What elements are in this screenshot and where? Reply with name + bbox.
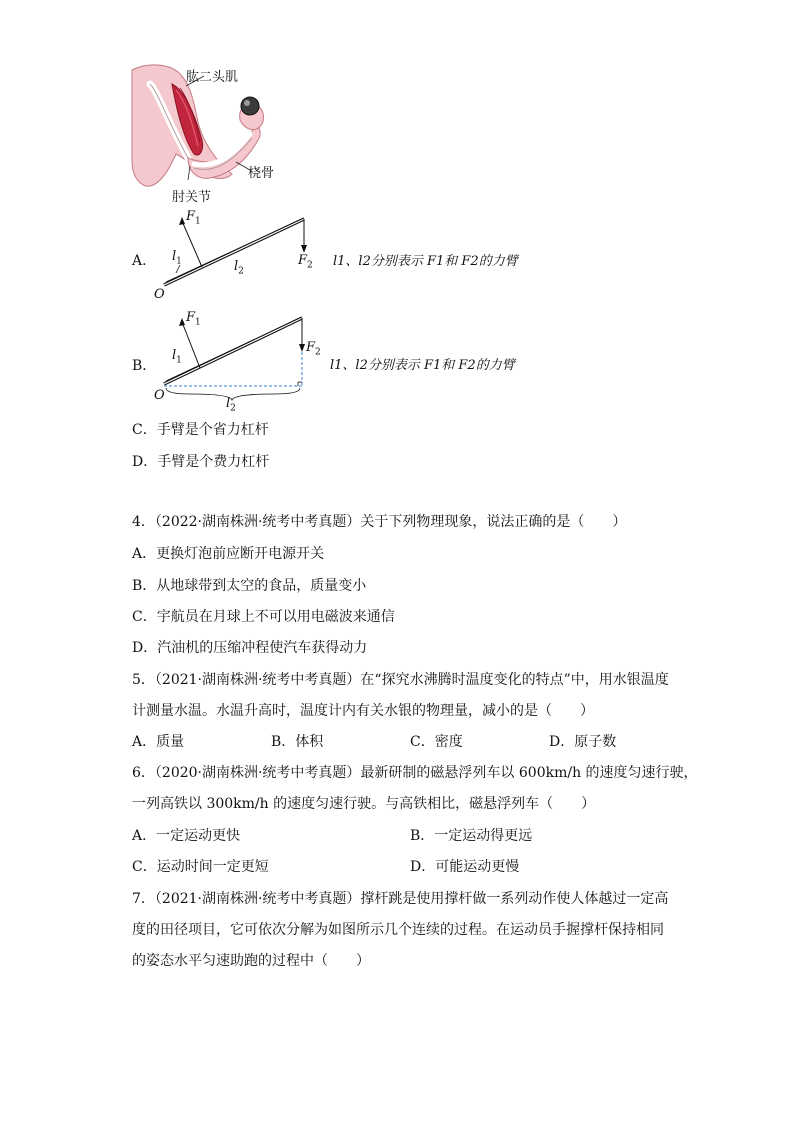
q4-option-a: A．更换灯泡前应断开电源开关 xyxy=(132,546,325,562)
lever-diagram-a xyxy=(150,205,330,305)
pivot-o-label-b: O xyxy=(154,388,165,403)
force-f2-label-b: $F_2$ xyxy=(306,340,321,358)
q6-stem-line2: 一列高铁以 300km/h 的速度匀速行驶。与高铁相比，磁悬浮列车（ ） xyxy=(132,796,596,812)
q5-option-c: C．密度 xyxy=(410,734,463,750)
label-elbow: 肘关节 xyxy=(172,190,212,205)
q7-stem-line2: 度的田径项目，它可依次分解为如图所示几个连续的过程。在运动员手握撑杆保持相同 xyxy=(132,922,664,938)
force-f1-label-b: $F_1$ xyxy=(186,310,201,328)
force-f2-label-a: $F_2$ xyxy=(298,253,313,271)
q4-option-d: D．汽油机的压缩冲程使汽车获得动力 xyxy=(132,640,368,656)
arm-l2-label-a: $l_2$ xyxy=(234,259,244,277)
force-f1-label-a: $F_1$ xyxy=(186,209,201,227)
q6-option-b: B．一定运动得更远 xyxy=(410,828,533,844)
option-d: D．手臂是个费力杠杆 xyxy=(132,454,270,470)
arm-figure xyxy=(128,62,298,210)
option-a-note: l1、l2分别表示 F1和 F2的力臂 xyxy=(333,254,518,269)
option-b-letter: B． xyxy=(132,358,157,374)
label-radius: 桡骨 xyxy=(248,166,275,181)
q5-stem-line2: 计测量水温。水温升高时，温度计内有关水银的物理量，减小的是（ ） xyxy=(132,703,594,719)
q7-stem-line1: 7．（2021·湖南株洲·统考中考真题）撑杆跳是使用撑杆做一系列动作使人体越过一定高 xyxy=(132,891,669,907)
q6-stem-line1: 6．（2020·湖南株洲·统考中考真题）最新研制的磁悬浮列车以 600km/h 的速度匀速行驶， xyxy=(132,765,698,781)
q5-stem-line1: 5．（2021·湖南株洲·统考中考真题）在“探究水沸腾时温度变化的特点”中，用水银温度 xyxy=(132,672,669,688)
q5-option-a: A．质量 xyxy=(132,734,185,750)
option-b-note: l1、l2分别表示 F1和 F2的力臂 xyxy=(330,358,515,373)
q5-option-d: D．原子数 xyxy=(549,734,617,750)
option-c: C．手臂是个省力杠杆 xyxy=(132,422,269,438)
q4-stem: 4．（2022·湖南株洲·统考中考真题）关于下列物理现象，说法正确的是（ ） xyxy=(132,514,627,530)
label-biceps: 肱二头肌 xyxy=(186,70,239,85)
pivot-o-label-a: O xyxy=(154,287,165,302)
arm-l1-label-a: $l_1$ xyxy=(172,249,182,267)
q4-option-b: B．从地球带到太空的食品，质量变小 xyxy=(132,578,367,594)
q6-option-a: A．一定运动更快 xyxy=(132,828,241,844)
ball-icon xyxy=(241,97,259,115)
q6-option-c: C．运动时间一定更短 xyxy=(132,859,269,875)
q5-option-b: B．体积 xyxy=(271,734,324,750)
q7-stem-line3: 的姿态水平匀速助跑的过程中（ ） xyxy=(132,953,370,969)
q6-option-d: D．可能运动更慢 xyxy=(410,859,520,875)
option-a-letter: A． xyxy=(132,253,157,269)
lever-diagram-b xyxy=(150,308,330,418)
arm-l2-label-b: $l_2$ xyxy=(226,396,236,414)
q4-option-c: C．宇航员在月球上不可以用电磁波来通信 xyxy=(132,609,395,625)
arm-l1-label-b: $l_1$ xyxy=(172,348,182,366)
